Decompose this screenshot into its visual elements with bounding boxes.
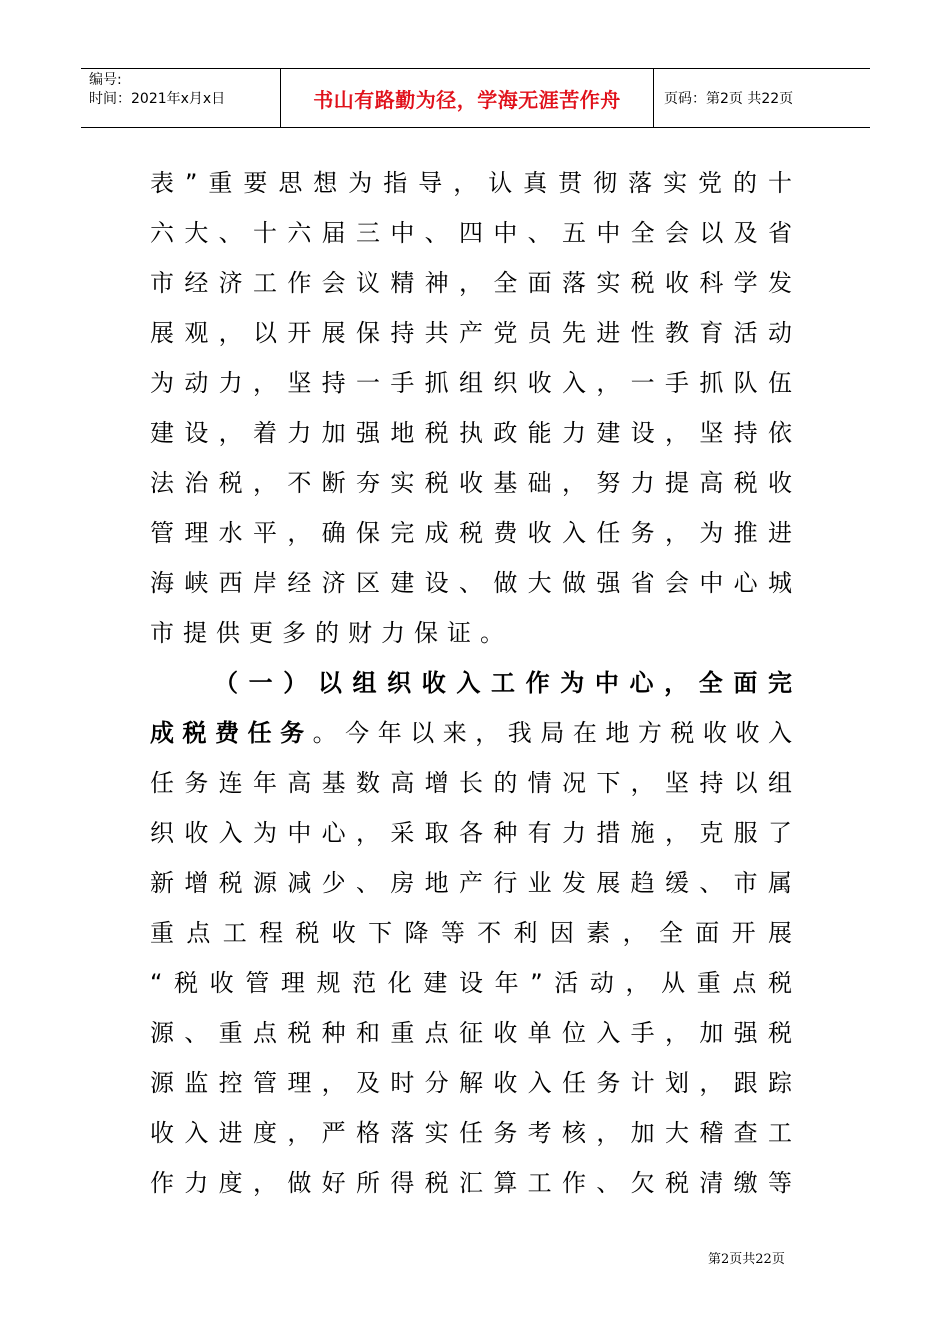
body-line: 作力度，做好所得税汇算工作、欠税清缴等 <box>150 1169 792 1197</box>
document-header <box>81 68 870 128</box>
body-line: 建设，着力加强地税执政能力建设，坚持依 <box>150 419 792 447</box>
body-line: 市提供更多的财力保证。 <box>150 619 513 647</box>
page-footer: 第2页共22页 <box>708 1252 785 1267</box>
body-line: 表”重要思想为指导，认真贯彻落实党的十 <box>150 169 792 197</box>
body-line: 织收入为中心，采取各种有力措施，克服了 <box>150 819 792 847</box>
body-line: 法治税，不断夯实税收基础，努力提高税收 <box>150 469 792 497</box>
header-meta <box>81 69 281 127</box>
header-page-label: 页码：第2页 共22页 <box>664 91 794 107</box>
header-motto: 书山有路勤为径，学海无涯苦作舟 <box>281 69 654 127</box>
body-line: 为动力，坚持一手抓组织收入，一手抓队伍 <box>150 369 792 397</box>
section-heading-tail: 成税费任务 <box>150 719 313 747</box>
body-line: 源监控管理，及时分解收入任务计划，跟踪 <box>150 1069 792 1097</box>
document-body <box>150 158 792 1208</box>
body-line: 展观，以开展保持共产党员先进性教育活动 <box>150 319 792 347</box>
section-heading-line: （一）以组织收入工作为中心，全面完 <box>214 669 792 697</box>
body-line <box>150 708 792 758</box>
number-label: 编号: <box>89 72 122 88</box>
body-line: 海峡西岸经济区建设、做大做强省会中心城 <box>150 569 792 597</box>
body-line: 源、重点税种和重点征收单位入手，加强税 <box>150 1019 792 1047</box>
body-line: 市经济工作会议精神，全面落实税收科学发 <box>150 269 792 297</box>
time-label: 时间：2021年x月x日 <box>89 91 226 107</box>
body-line: 任务连年高基数高增长的情况下，坚持以组 <box>150 769 792 797</box>
body-line: “税收管理规范化建设年”活动，从重点税 <box>150 969 792 997</box>
body-line: 新增税源减少、房地产行业发展趋缓、市属 <box>150 869 792 897</box>
body-text: 。今年以来，我局在地方税收收入 <box>312 719 793 747</box>
body-line: 六大、十六届三中、四中、五中全会以及省 <box>150 219 792 247</box>
body-line: 管理水平，确保完成税费收入任务，为推进 <box>150 519 792 547</box>
body-line: 重点工程税收下降等不利因素，全面开展 <box>150 919 792 947</box>
body-line: 收入进度，严格落实任务考核，加大稽查工 <box>150 1119 792 1147</box>
